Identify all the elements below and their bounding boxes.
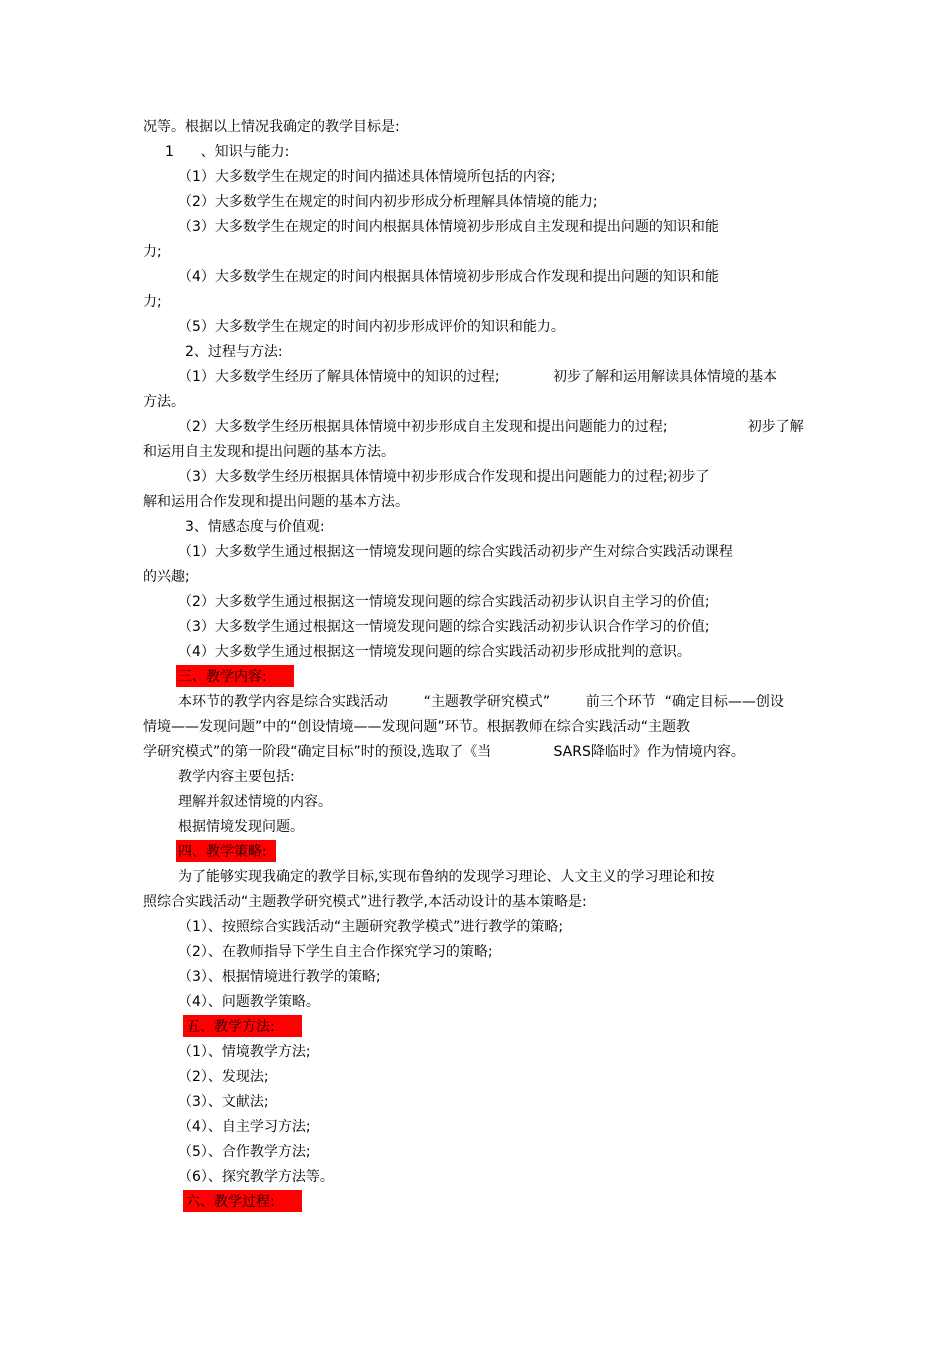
text-line: （2）、发现法; (178, 1069, 269, 1085)
text-line: 学研究模式”的第一阶段“确定目标”时的预设,选取了《当 SARS降临时》作为情境内容。 (143, 744, 745, 760)
section-heading: 1 、知识与能力: (165, 144, 290, 160)
text-line: （5）大多数学生在规定的时间内初步形成评价的知识和能力。 (178, 319, 565, 335)
text-line: 解和运用合作发现和提出问题的基本方法。 (143, 494, 409, 510)
text-line: （2）大多数学生通过根据这一情境发现问题的综合实践活动初步认识自主学习的价值; (178, 594, 710, 610)
text-line: （2）大多数学生在规定的时间内初步形成分析理解具体情境的能力; (178, 194, 598, 210)
section-heading: 3、情感态度与价值观: (185, 519, 325, 535)
text-line: （4）大多数学生在规定的时间内根据具体情境初步形成合作发现和提出问题的知识和能 (178, 269, 719, 285)
text-line: 力; (143, 244, 162, 260)
text-line: （1）大多数学生经历了解具体情境中的知识的过程; 初步了解和运用解读具体情境的基本 (178, 369, 778, 385)
text-line: （1）大多数学生通过根据这一情境发现问题的综合实践活动初步产生对综合实践活动课程 (178, 544, 733, 560)
text-line: 情境——发现问题”中的“创设情境——发现问题”环节。根据教师在综合实践活动“主题教 (143, 719, 691, 735)
text-line: （1）大多数学生在规定的时间内描述具体情境所包括的内容; (178, 169, 556, 185)
text-line: （2）、在教师指导下学生自主合作探究学习的策略; (178, 944, 493, 960)
text-line: 的兴趣; (143, 569, 190, 585)
text-line: （1）、按照综合实践活动“主题研究教学模式”进行教学的策略; (178, 919, 564, 935)
text-line: 况等。根据以上情况我确定的教学目标是: (143, 119, 400, 135)
text-line: 力; (143, 294, 162, 310)
text-line: 理解并叙述情境的内容。 (178, 794, 332, 810)
text-line: （3）、文献法; (178, 1094, 269, 1110)
text-line: 本环节的教学内容是综合实践活动 “主题教学研究模式” 前三个环节 “确定目标——创设 (178, 694, 784, 710)
text-line: （3）大多数学生经历根据具体情境中初步形成合作发现和提出问题能力的过程;初步了 (178, 469, 710, 485)
text-line: （6）、探究教学方法等。 (178, 1169, 334, 1185)
section-heading-teaching-content: 三、教学内容: (178, 669, 267, 685)
text-line: （4）、自主学习方法; (178, 1119, 311, 1135)
text-line: （3）、根据情境进行教学的策略; (178, 969, 381, 985)
text-line: （3）大多数学生在规定的时间内根据具体情境初步形成自主发现和提出问题的知识和能 (178, 219, 719, 235)
text-line: 教学内容主要包括: (178, 769, 295, 785)
text-line: 根据情境发现问题。 (178, 819, 304, 835)
text-line: 照综合实践活动“主题教学研究模式”进行教学,本活动设计的基本策略是: (143, 894, 587, 910)
section-heading: 2、过程与方法: (185, 344, 283, 360)
text-line: 方法。 (143, 394, 185, 410)
text-line: （3）大多数学生通过根据这一情境发现问题的综合实践活动初步认识合作学习的价值; (178, 619, 710, 635)
text-line: （4）、问题教学策略。 (178, 994, 320, 1010)
text-line: （4）大多数学生通过根据这一情境发现问题的综合实践活动初步形成批判的意识。 (178, 644, 691, 660)
text-line: （2）大多数学生经历根据具体情境中初步形成自主发现和提出问题能力的过程; 初步了解 (178, 419, 804, 435)
text-line: （5）、合作教学方法; (178, 1144, 311, 1160)
section-heading-teaching-methods: 五、教学方法: (186, 1019, 275, 1035)
section-heading-teaching-strategy: 四、教学策略: (178, 844, 267, 860)
text-line: 为了能够实现我确定的教学目标,实现布鲁纳的发现学习理论、人文主义的学习理论和按 (178, 869, 715, 885)
section-heading-teaching-process: 六、教学过程: (186, 1194, 275, 1210)
text-line: （1）、情境教学方法; (178, 1044, 311, 1060)
text-line: 和运用自主发现和提出问题的基本方法。 (143, 444, 395, 460)
